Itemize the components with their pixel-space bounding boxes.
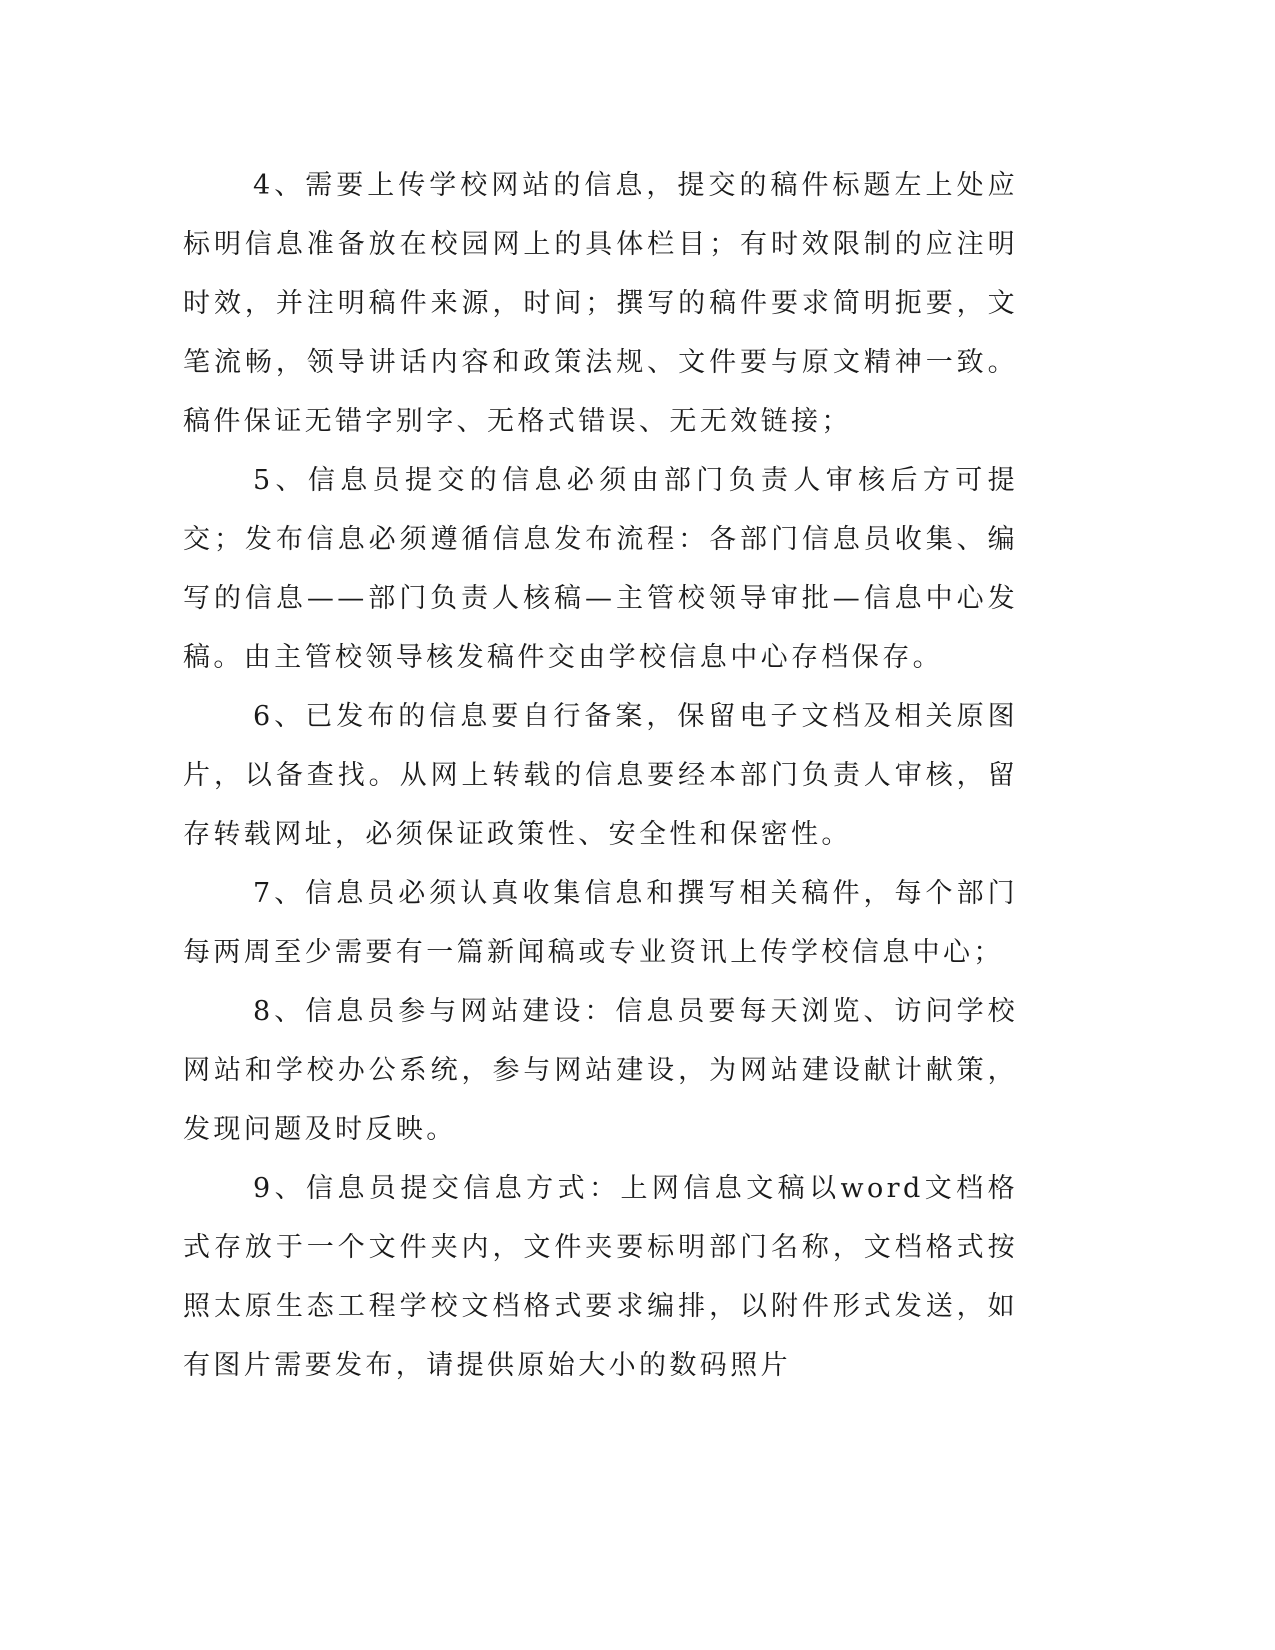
paragraph-item-6: 6、已发布的信息要自行备案，保留电子文档及相关原图片，以备查找。从网上转载的信息要经本部门负责人审核，留存转载网址，必须保证政策性、安全性和保密性。 — [183, 701, 1018, 850]
paragraph-item-7: 7、信息员必须认真收集信息和撰写相关稿件，每个部门每两周至少需要有一篇新闻稿或专业资讯上传学校信息中心； — [183, 878, 1018, 968]
paragraph-item-4: 4、需要上传学校网站的信息，提交的稿件标题左上处应标明信息准备放在校园网上的具体栏目；有时效限制的应注明时效，并注明稿件来源，时间；撰写的稿件要求简明扼要，文笔流畅，领导讲话内容和政策法规、文件要与原文精神一致。稿件保证无错字别字、无格式错误、无无效链接； — [183, 170, 1018, 437]
paragraph-item-8: 8、信息员参与网站建设：信息员要每天浏览、访问学校网站和学校办公系统，参与网站建设，为网站建设献计献策，发现问题及时反映。 — [183, 996, 1018, 1145]
paragraph-item-9: 9、信息员提交信息方式：上网信息文稿以word文档格式存放于一个文件夹内，文件夹要标明部门名称，文档格式按照太原生态工程学校文档格式要求编排，以附件形式发送，如有图片需要发布，请提供原始大小的数码照片 — [183, 1173, 1018, 1381]
document-body — [183, 156, 1018, 1395]
paragraph-item-5: 5、信息员提交的信息必须由部门负责人审核后方可提交；发布信息必须遵循信息发布流程：各部门信息员收集、编写的信息——部门负责人核稿—主管校领导审批—信息中心发稿。由主管校领导核发稿件交由学校信息中心存档保存。 — [183, 465, 1018, 673]
